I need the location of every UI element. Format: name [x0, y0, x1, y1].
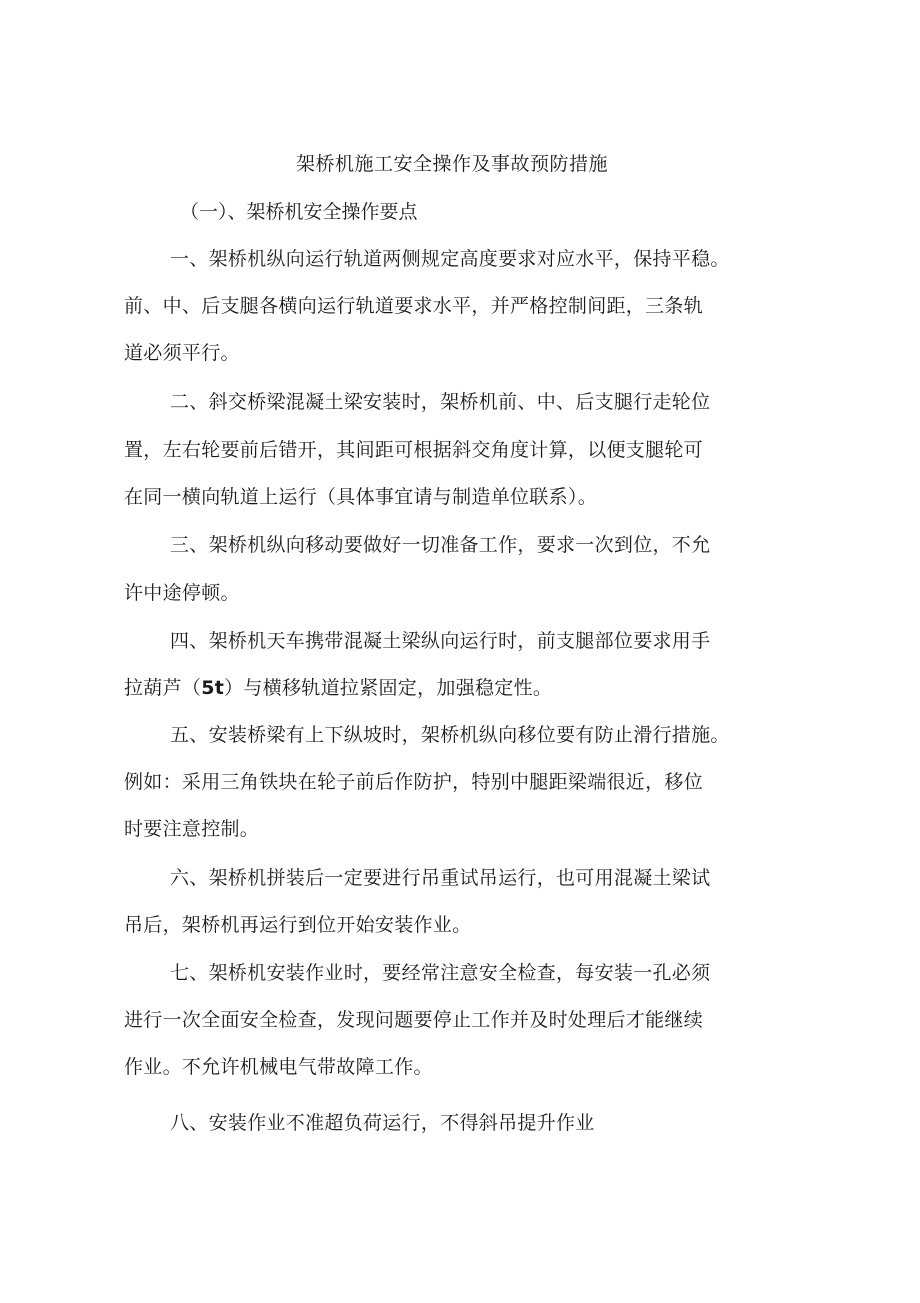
paragraph-1-line-3: 道必须平行。 — [124, 342, 240, 364]
paragraph-6-line-1: 六、架桥机拼装后一定要进行吊重试吊运行，也可用混凝土梁试 — [170, 867, 711, 889]
paragraph-2-line-2: 置，左右轮要前后错开，其间距可根据斜交角度计算，以便支腿轮可 — [124, 439, 704, 461]
paragraph-5-line-2: 例如：采用三角铁块在轮子前后作防护，特别中腿距梁端很近，移位 — [124, 771, 704, 793]
paragraph-7-line-2: 进行一次全面安全检查，发现问题要停止工作并及时处理后才能继续 — [124, 1009, 704, 1031]
paragraph-4-load-value: 5t — [201, 677, 225, 699]
paragraph-1-line-2: 前、中、后支腿各横向运行轨道要求水平，并严格控制间距，三条轨 — [124, 295, 704, 317]
paragraph-7-line-1: 七、架桥机安装作业时，要经常注意安全检查，每安装一孔必须 — [170, 962, 711, 984]
paragraph-3-line-2: 许中途停顿。 — [124, 582, 240, 604]
section-heading: （一）、架桥机安全操作要点 — [180, 201, 418, 223]
page-title: 架桥机施工安全操作及事故预防措施 — [295, 153, 608, 175]
paragraph-6-line-2: 吊后，架桥机再运行到位开始安装作业。 — [124, 914, 472, 936]
paragraph-3-line-1: 三、架桥机纵向移动要做好一切准备工作，要求一次到位，不允 — [170, 534, 711, 556]
paragraph-4-line-2 — [124, 674, 552, 702]
paragraph-7-line-3: 作业。不允许机械电气带故障工作。 — [124, 1056, 433, 1078]
paragraph-8-line-1: 八、安装作业不准超负荷运行，不得斜吊提升作业 — [170, 1112, 595, 1134]
paragraph-5-line-3: 时要注意控制。 — [124, 818, 260, 840]
paragraph-5-line-1: 五、安装桥梁有上下纵坡时，架桥机纵向移位要有防止滑行措施。 — [170, 724, 730, 746]
paragraph-2-line-1: 二、斜交桥梁混凝土梁安装时，架桥机前、中、后支腿行走轮位 — [170, 391, 711, 413]
paragraph-4-line-2-suffix: ）与横移轨道拉紧固定，加强稳定性。 — [224, 677, 553, 699]
paragraph-2-line-3: 在同一横向轨道上运行（具体事宜请与制造单位联系）。 — [124, 486, 598, 508]
paragraph-4-line-1: 四、架桥机天车携带混凝土梁纵向运行时，前支腿部位要求用手 — [170, 630, 711, 652]
paragraph-4-line-2-prefix: 拉葫芦（ — [124, 677, 202, 699]
paragraph-1-line-1: 一、架桥机纵向运行轨道两侧规定高度要求对应水平，保持平稳。 — [170, 248, 730, 270]
